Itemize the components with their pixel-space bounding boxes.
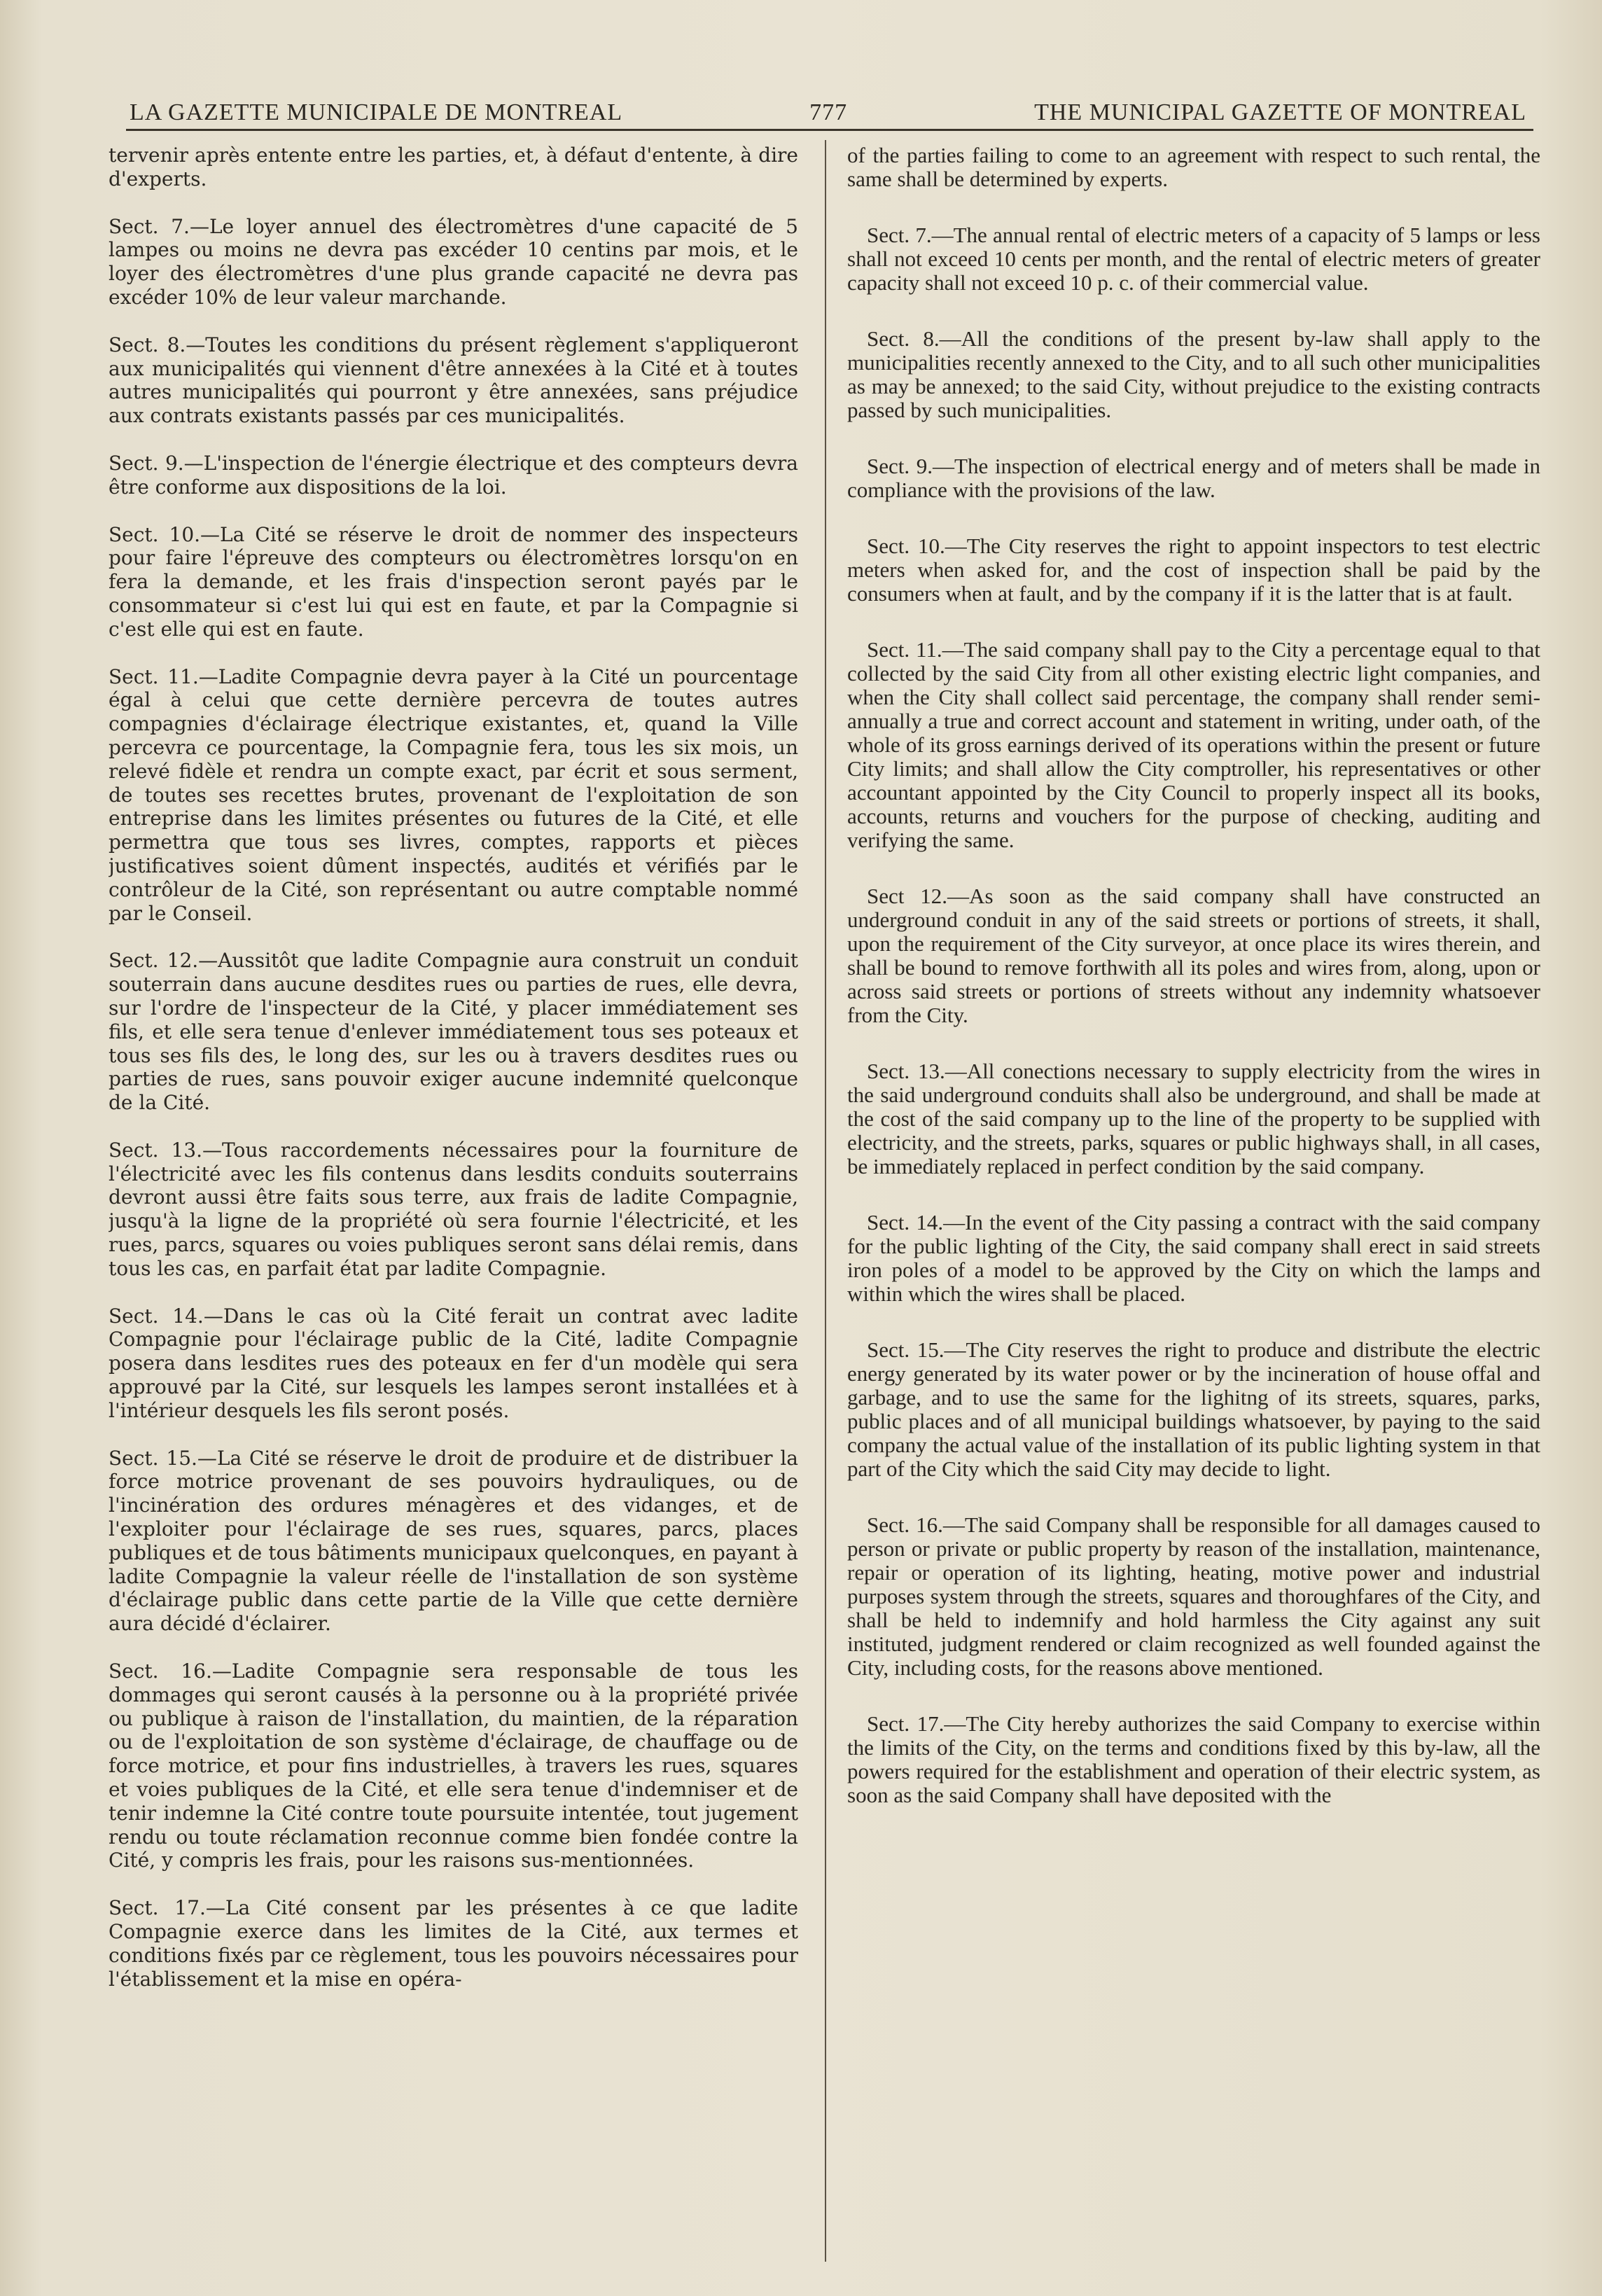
french-paragraph: Sect. 11.—Ladite Compagnie devra payer à la Cité un pourcentage égal à celui que cette dernière percevra de toutes autres compagnies d'éclairage électrique existantes, et, quand la Ville percevra ce pourcentage, la Compagnie fera, tous les six mois, un relevé fidèle et rendra un compte exact, par écrit et sous serment, de toutes ses recettes brutes, provenant de l'exploitation de son entreprise dans les limites présentes ou futures de la Cité, et elle permettra que tous ses livres, comptes, rapports et pièces justificatives soient dûment inspectés, audités et vérifiés par le contrôleur de la Cité, son représentant ou autre comptable nommé par le Conseil. bbox=[109, 665, 798, 925]
french-paragraph: Sect. 8.—Toutes les conditions du présent règlement s'appliqueront aux municipalités qui viennent d'être annexées à la Cité et à toutes autres municipalités qui pourront y être annexées, sans préjudice aux contrats existants passés par ces municipalités. bbox=[109, 333, 798, 428]
english-paragraph: Sect. 10.—The City reserves the right to appoint inspectors to test electric meters when asked for, and the cost of inspection shall be paid by the consumers when at fault, and by the company if it is the latter that is at fault. bbox=[847, 534, 1540, 606]
page-number: 777 bbox=[809, 99, 848, 125]
french-paragraph: Sect. 12.—Aussitôt que ladite Compagnie aura construit un conduit souterrain dans aucune desdites rues ou parties de rues, elle devra, sur l'ordre de l'inspecteur de la Cité, y placer immédiatement ses fils, et elle sera tenue d'enlever immédiatement tous ses poteaux et tous ses fils des, le long des, sur les ou à travers desdites rues ou parties de rues, sans pouvoir exiger aucune indemnité quelconque de la Cité. bbox=[109, 949, 798, 1115]
english-paragraph: Sect 12.—As soon as the said company shall have constructed an underground conduit in any of the said streets or portions of streets, it shall, upon the requirement of the City surveyor, at once place its wires therein, and shall be bound to remove forthwith all its poles and wires from, along, upon or across said streets or portions of streets without any indemnity whatsoever from the City. bbox=[847, 884, 1540, 1027]
french-paragraph: Sect. 13.—Tous raccordements nécessaires pour la fourniture de l'électricité avec les fils contenus dans lesdits conduits souterrains devront aussi être faits sous terre, aux frais de ladite Compagnie, jusqu'à la ligne de la propriété où sera fournie l'électricité, et les rues, parcs, squares ou voies publiques seront sans délai remis, dans tous les cas, en parfait état par ladite Compagnie. bbox=[109, 1138, 798, 1280]
header-title-english: THE MUNICIPAL GAZETTE OF MONTREAL bbox=[1034, 99, 1526, 125]
english-paragraph: Sect. 14.—In the event of the City passing a contract with the said company for the public lighting of the City, the said company shall erect in said streets iron poles of a model to be approved by the City on which the lamps and within which the wires shall be placed. bbox=[847, 1210, 1540, 1306]
english-paragraph: Sect. 13.—All conections necessary to supply electricity from the wires in the said underground conduits shall also be underground, and shall be made at the cost of the said company up to the line of the property to be supplied with electricity, and the streets, parks, squares or public highways shall, in all cases, be immediately replaced in perfect condition by the said company. bbox=[847, 1059, 1540, 1178]
english-paragraph: Sect. 17.—The City hereby authorizes the said Company to exercise within the limits of the City, on the terms and conditions fixed by this by-law, all the powers required for the establishment and operation of their electric system, as soon as the said Company shall have deposited with the bbox=[847, 1711, 1540, 1807]
french-column bbox=[109, 144, 798, 2265]
french-paragraph: Sect. 7.—Le loyer annuel des électromètres d'une capacité de 5 lampes ou moins ne devra pas excéder 10 centins par mois, et le loyer des électromètres d'une plus grande capacité ne devra pas excéder 10% de leur valeur marchande. bbox=[109, 214, 798, 309]
english-paragraph: Sect. 7.—The annual rental of electric meters of a capacity of 5 lamps or less shall not exceed 10 cents per month, and the rental of electric meters of greater capacity shall not exceed 10 p. c. of their commercial value. bbox=[847, 223, 1540, 295]
page-header bbox=[130, 91, 1526, 126]
header-title-french: LA GAZETTE MUNICIPALE DE MONTREAL bbox=[130, 99, 623, 125]
english-paragraph: Sect. 15.—The City reserves the right to produce and distribute the electric energy generated by its water power or by the incineration of house offal and garbage, and to use the same for the lighitng of its streets, squares, parks, public places and of all municipal buildings whatsoever, by paying to the said company the actual value of the installation of its public lighting system in that part of the City which the said City may decide to light. bbox=[847, 1337, 1540, 1481]
english-column bbox=[847, 144, 1540, 2265]
english-paragraph: Sect. 16.—The said Company shall be responsible for all damages caused to person or private or public property by reason of the installation, maintenance, repair or operation of its lighting, heating, motive power and industrial purposes system through the streets, squares and thoroughfares of the City, and shall be held to indemnify and hold harmless the City against any suit instituted, judgment rendered or claim recognized as well founded against the City, including costs, for the reasons above mentioned. bbox=[847, 1512, 1540, 1680]
french-paragraph: Sect. 10.—La Cité se réserve le droit de nommer des inspecteurs pour faire l'épreuve des compteurs ou électromètres lorsqu'on en fera la demande, et les frais d'inspection seront payés par le consommateur si c'est lui qui est en faute, et par la Compagnie si c'est elle qui est en faute. bbox=[109, 522, 798, 641]
english-paragraph: Sect. 9.—The inspection of electrical energy and of meters shall be made in compliance with the provisions of the law. bbox=[847, 454, 1540, 502]
french-paragraph: Sect. 17.—La Cité consent par les présentes à ce que ladite Compagnie exerce dans les limites de la Cité, aux termes et conditions fixés par ce règlement, tous les pouvoirs nécessaires pour l'établissement et la mise en opéra- bbox=[109, 1896, 798, 1991]
english-paragraph: of the parties failing to come to an agreement with respect to such rental, the same shall be determined by experts. bbox=[847, 144, 1540, 191]
french-paragraph: Sect. 15.—La Cité se réserve le droit de produire et de distribuer la force motrice provenant de ses pouvoirs hydrauliques, ou de l'incinération des ordures ménagères et des vidanges, et de l'exploiter pour l'éclairage de ses rues, squares, parcs, places publiques et de tous bâtiments municipaux quelconques, en payant à ladite Compagnie la valeur réelle de l'installation de son système d'éclairage public dans cette partie de la Ville que cette dernière aura décidé d'éclairer. bbox=[109, 1446, 798, 1636]
french-paragraph: tervenir après entente entre les parties, et, à défaut d'entente, à dire d'experts. bbox=[109, 144, 798, 190]
english-paragraph: Sect. 11.—The said company shall pay to the City a percentage equal to that collected by the said City from all other existing electric light companies, and when the City shall collect said percentage, the company shall render semi-annually a true and correct account and statement in writing, under oath, of the whole of its gross earnings derived of its operations within the present or future City limits; and shall allow the City comptroller, his representatives or other accountant appointed by the City Council to properly inspect all its books, accounts, returns and vouchers for the purpose of checking, auditing and verifying the same. bbox=[847, 637, 1540, 852]
english-paragraph: Sect. 8.—All the conditions of the present by-law shall apply to the municipalities recently annexed to the City, and to all such other municipalities as may be annexed; to the said City, without prejudice to the existing contracts passed by such municipalities. bbox=[847, 326, 1540, 422]
french-paragraph: Sect. 14.—Dans le cas où la Cité ferait un contrat avec ladite Compagnie pour l'éclairage public de la Cité, ladite Compagnie posera dans lesdites rues des poteaux en fer d'un modèle qui sera approuvé par la Cité, sur lesquels les lampes seront installées et à l'intérieur desquels les fils seront posés. bbox=[109, 1304, 798, 1422]
french-paragraph: Sect. 9.—L'inspection de l'énergie électrique et des compteurs devra être conforme aux dispositions de la loi. bbox=[109, 451, 798, 499]
header-rule bbox=[126, 129, 1533, 131]
french-paragraph: Sect. 16.—Ladite Compagnie sera responsable de tous les dommages qui seront causés à la personne ou à la propriété privée ou publique à raison de l'installation, du maintien, de la réparation ou de l'exploitation de son système d'éclairage, de chauffage ou de force motrice, et pour fins industrielles, à travers les rues, squares et voies publiques de la Cité, et elle sera tenue d'indemniser et de tenir indemne la Cité contre toute poursuite intentée, tout jugement rendu ou toute réclamation reconnue comme bien fondée contre la Cité, y compris les frais, pour les raisons sus-mentionnées. bbox=[109, 1660, 798, 1872]
column-divider bbox=[825, 140, 826, 2262]
